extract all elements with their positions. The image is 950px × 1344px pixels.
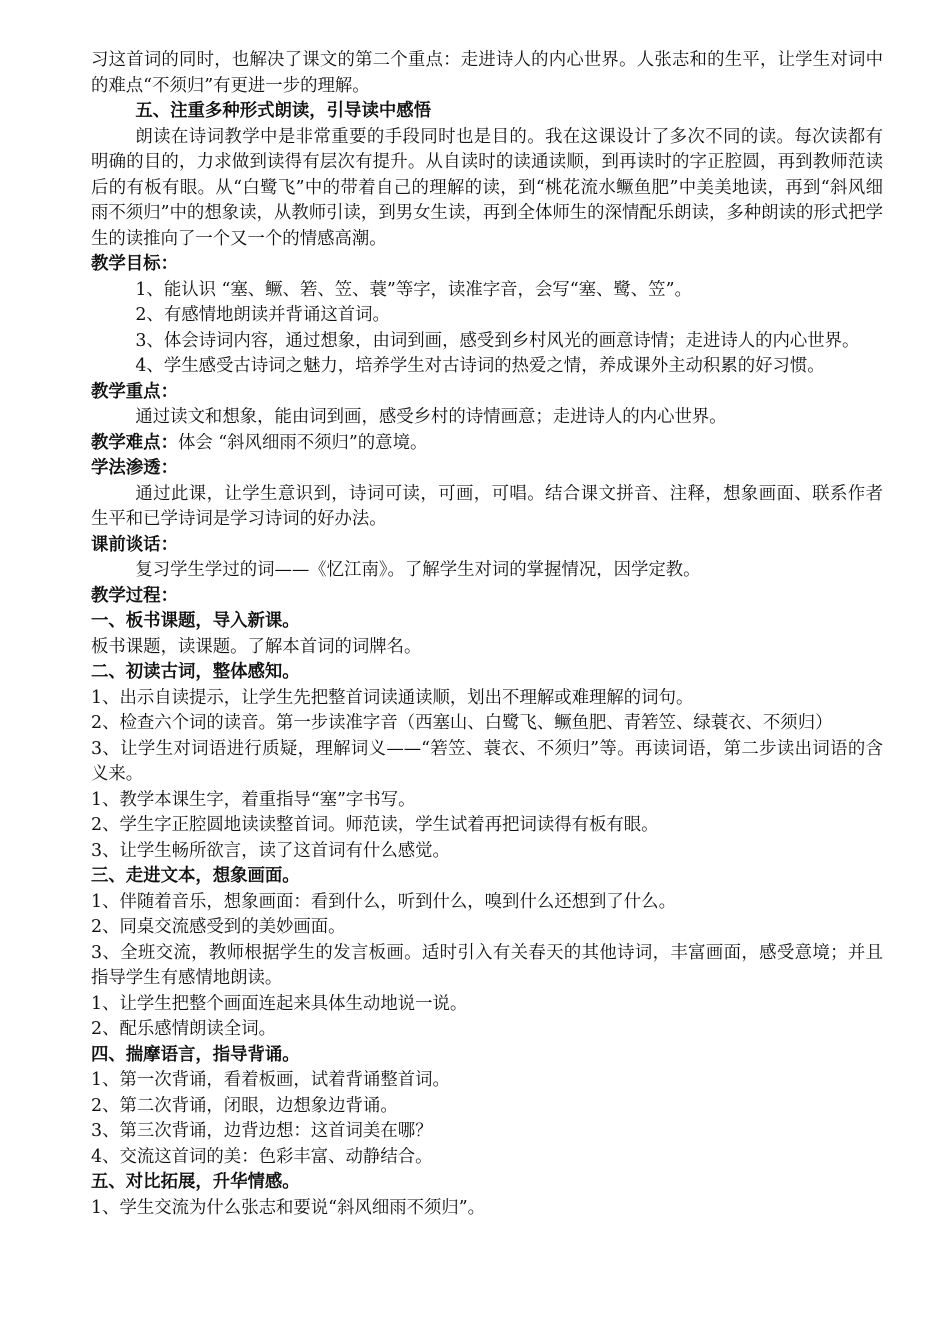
method-body: 通过此课，让学生意识到，诗词可读，可画，可唱。结合课文拼音、注释，想象画面、联系作者生平和已学诗词是学习诗词的好办法。 (91, 483, 883, 529)
process-section-title: 五、对比拓展，升华情感。 (91, 1172, 300, 1192)
process-line: 3、让学生畅所欲言，读了这首词有什么感觉。 (91, 840, 450, 861)
process-line: 2、同桌交流感受到的美妙画面。 (91, 917, 346, 937)
process-line: 3、第三次背诵，边背边想：这首词美在哪？ (91, 1121, 433, 1141)
process-section-title: 四、揣摩语言，指导背诵。 (91, 1044, 300, 1065)
pre-talk-body: 复习学生学过的词——《忆江南》。了解学生对词的掌握情况，因学定教。 (135, 560, 701, 580)
process-line: 3、全班交流，教师根据学生的发言板画。适时引入有关春天的其他诗词，丰富画面，感受意境；并且指导学生有感情地朗读。 (91, 942, 883, 988)
process-line: 1、出示自读提示，让学生先把整首词读通读顺，划出不理解或难理解的词句。 (91, 687, 694, 708)
difficulty-body: 体会 “斜风细雨不须归”的意境。 (177, 432, 428, 453)
difficulty-heading: 教学难点： (91, 432, 178, 453)
goal-item: 1、能认识 “塞、鳜、箬、笠、蓑”等字，读准字音，会写“塞、鹭、笠”。 (135, 279, 692, 300)
process-line: 1、教学本课生字，着重指导“塞”字书写。 (91, 789, 416, 810)
process-line: 1、学生交流为什么张志和要说“斜风细雨不须归”。 (91, 1197, 486, 1218)
intro-continuation: 习这首词的同时，也解决了课文的第二个重点：走进诗人的内心世界。人张志和的生平，让学生对词中的难点“不须归”有更进一步的理解。 (91, 50, 883, 96)
process-line: 1、让学生把整个画面连起来具体生动地说一说。 (91, 993, 468, 1014)
process-line: 板书课题，读课题。了解本首词的词牌名。 (91, 636, 422, 657)
process-heading: 教学过程： (91, 585, 178, 606)
process-section-title: 三、走进文本，想象画面。 (91, 866, 300, 886)
goal-item: 3、体会诗词内容，通过想象，由词到画，感受到乡村风光的画意诗情；走进诗人的内心世界。 (135, 330, 860, 351)
process-section-title: 二、初读古词，整体感知。 (91, 662, 300, 682)
process-section-title: 一、板书课题，导入新课。 (91, 611, 300, 631)
key-points-body: 通过读文和想象，能由词到画，感受乡村的诗情画意；走进诗人的内心世界。 (135, 407, 727, 427)
document-page (91, 48, 883, 1221)
process-line: 2、检查六个词的读音。第一步读准字音（西塞山、白鹭飞、鳜鱼肥、青箬笠、绿蓑衣、不须归） (91, 713, 833, 733)
goal-item: 2、有感情地朗读并背诵这首词。 (135, 305, 390, 325)
process-line: 2、学生字正腔圆地读读整首词。师范读，学生试着再把词读得有板有眼。 (91, 815, 659, 835)
pre-talk-heading: 课前谈话： (91, 534, 178, 555)
key-points-heading: 教学重点： (91, 381, 178, 402)
goals-heading: 教学目标： (91, 254, 178, 274)
section5-body: 朗读在诗词教学中是非常重要的手段同时也是目的。我在这课设计了多次不同的读。每次读都有明确的目的，力求做到读得有层次有提升。从自读时的读通读顺，到再读时的字正腔圆，再到教师范读后的有板有眼。从“白鹭飞”中的带着自己的理解的读，到“桃花流水鳜鱼肥”中美美地读，再到“斜风细雨不须归”中的想象读，从教师引读，到男女生读，再到全体师生的深情配乐朗读，多种朗读的形式把学生的读推向了一个又一个的情感高潮。 (91, 126, 883, 249)
process-line: 1、伴随着音乐，想象画面：看到什么，听到什么，嗅到什么还想到了什么。 (91, 891, 676, 912)
process-line: 1、第一次背诵，看着板画，试着背诵整首词。 (91, 1070, 450, 1090)
process-line: 4、交流这首词的美：色彩丰富、动静结合。 (91, 1146, 433, 1167)
method-heading: 学法渗透： (91, 458, 178, 478)
difficulty-line (91, 431, 883, 457)
process-line: 2、配乐感情朗读全词。 (91, 1019, 276, 1039)
process-line: 2、第二次背诵，闭眼，边想象边背诵。 (91, 1095, 398, 1116)
process-line: 3、让学生对词语进行质疑，理解词义——“箬笠、蓑衣、不须归”等。再读词语，第二步读出词语的含义来。 (91, 738, 883, 784)
section5-title: 五、注重多种形式朗读，引导读中感悟 (135, 101, 432, 121)
goal-item: 4、学生感受古诗词之魅力，培养学生对古诗词的热爱之情，养成课外主动积累的好习惯。 (135, 356, 825, 376)
